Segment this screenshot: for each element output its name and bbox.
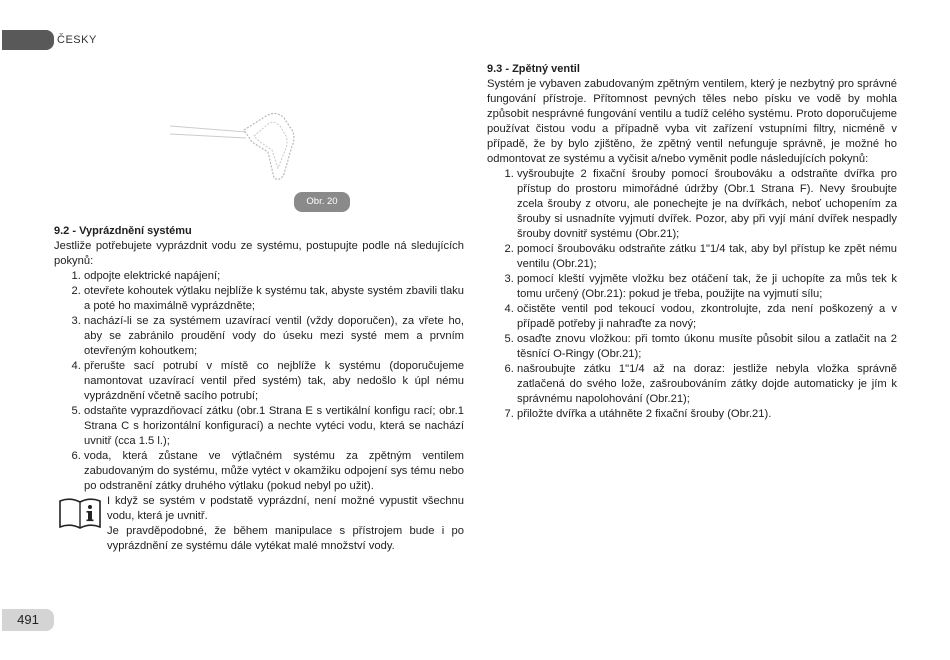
check-valve-intro: Systém je vybaven zabudovaným zpětným ventilem, který je nezbytný pro správné fungování přístroje. Přítomnost pevných těles nebo písku ve vodě by mohla způsobit nesprávné fungování ventilu a tudíž celého systému. Proto doporučujeme používat čistou vodu a případně vyba vit zařízení vstupními filtry, nicméně v případě, že by bylo zjištěno, že zpětný ventil nefunguje správně, je možné ho odmontovat ze systému a vyčisit a/nebo vyměnit podle následujících pokynů:	[487, 78, 897, 165]
list-item: 6. voda, která zůstane ve výtlačném systému za zpětným ventilem zabudovaným do systému, může vytéct v okamžiku odpojení sys tému nebo po odstranění zátky druhého výtlaku (pokud nebyl po užit).	[84, 449, 464, 494]
key-tool-figure	[168, 108, 316, 188]
check-valve-steps	[487, 167, 897, 422]
drain-steps	[54, 269, 464, 494]
list-item: 1. odpojte elektrické napájení;	[84, 269, 464, 284]
list-item: 7. přiložte dvířka a utáhněte 2 fixační šrouby (Obr.21).	[517, 407, 897, 422]
page-number: 491	[2, 609, 54, 631]
note-text-2: Je pravděpodobné, že během manipulace s přístrojem bude i po vyprázdnění ze systému dále vytékat malé množství vody.	[107, 525, 464, 552]
language-tab	[2, 30, 54, 50]
list-item: 5. osaďte znovu vložkou: při tomto úkonu musíte působit silou a zatlačit na 2 těsnící O-Ringy (Obr.21);	[517, 332, 897, 362]
list-item: 3. pomocí kleští vyjměte vložku bez otáčení tak, že ji uchopíte za můs tek k tomu určený (Obr.21): pokud je třeba, použijte na vyjmutí sílu;	[517, 272, 897, 302]
left-column	[54, 224, 464, 554]
figure-caption: Obr. 20	[294, 192, 350, 212]
list-item: 2. otevřete kohoutek výtlaku nejblíže k systému tak, abyste systém zbavili tlaku a poté ho maximálně vyprázdněte;	[84, 284, 464, 314]
right-column	[487, 62, 897, 422]
list-item: 2. pomocí šroubováku odstraňte zátku 1"1/4 tak, aby byl přístup ke zpět nému ventilu (Obr.21);	[517, 242, 897, 272]
list-item: 3. nachází-li se za systémem uzavírací ventil (vždy doporučen), za vřete ho, aby se zabránilo proudění vody do úseku mezi systé mem a prvním otevřeným kohoutkem;	[84, 314, 464, 359]
language-label: ČESKY	[57, 34, 97, 46]
note-text-1: I když se systém v podstatě vyprázdní, není možné vypustit všechnu vodu, která je uvnitř.	[107, 495, 464, 522]
info-note	[54, 494, 464, 554]
list-item: 4. očistěte ventil pod tekoucí vodou, zkontrolujte, zda není poškozený a v případě potřeby ji nahraďte za nový;	[517, 302, 897, 332]
list-item: 5. odstaňte vyprazdňovací zátku (obr.1 Strana E s vertikální konfigu rací; obr.1 Strana C s horizontální konfigurací) a nechte vytéci vodu, která se nachází uvnitř (cca 1.5 l.);	[84, 404, 464, 449]
list-item: 1. vyšroubujte 2 fixační šrouby pomocí šroubováku a odstraňte dvířka pro přístup do prostoru mimořádné údržby (Obr.1 Strana F). Nevy šroubujte zcela šrouby z otvoru, ale ponechejte je na dvířkách, neboť uchopením za šrouby si usnadníte vyjmutí dvířek. Pozor, aby při vyjí mání dvířek nespadly šrouby dovnitř systému (Obr.21);	[517, 167, 897, 242]
list-item: 4. přerušte sací potrubí v místě co nejblíže k systému (doporučujeme namontovat uzavírací ventil před systém) tak, aby nedošlo k úpl nému vyprázdnění včetně sacího potrubí;	[84, 359, 464, 404]
book-info-icon	[58, 496, 102, 530]
section-heading-check-valve: 9.3 - Zpětný ventil	[487, 63, 580, 75]
section-heading-drain: 9.2 - Vyprázdnění systému	[54, 225, 192, 237]
drain-intro: Jestliže potřebujete vyprázdnit vodu ze systému, postupujte podle ná sledujících pokynů:	[54, 240, 464, 267]
list-item: 6. našroubujte zátku 1"1/4 až na doraz: jestliže nebyla vložka správně zatlačená do svého lože, zašroubováním zátky dojde automaticky je jím k správnému napolohování (Obr.21);	[517, 362, 897, 407]
